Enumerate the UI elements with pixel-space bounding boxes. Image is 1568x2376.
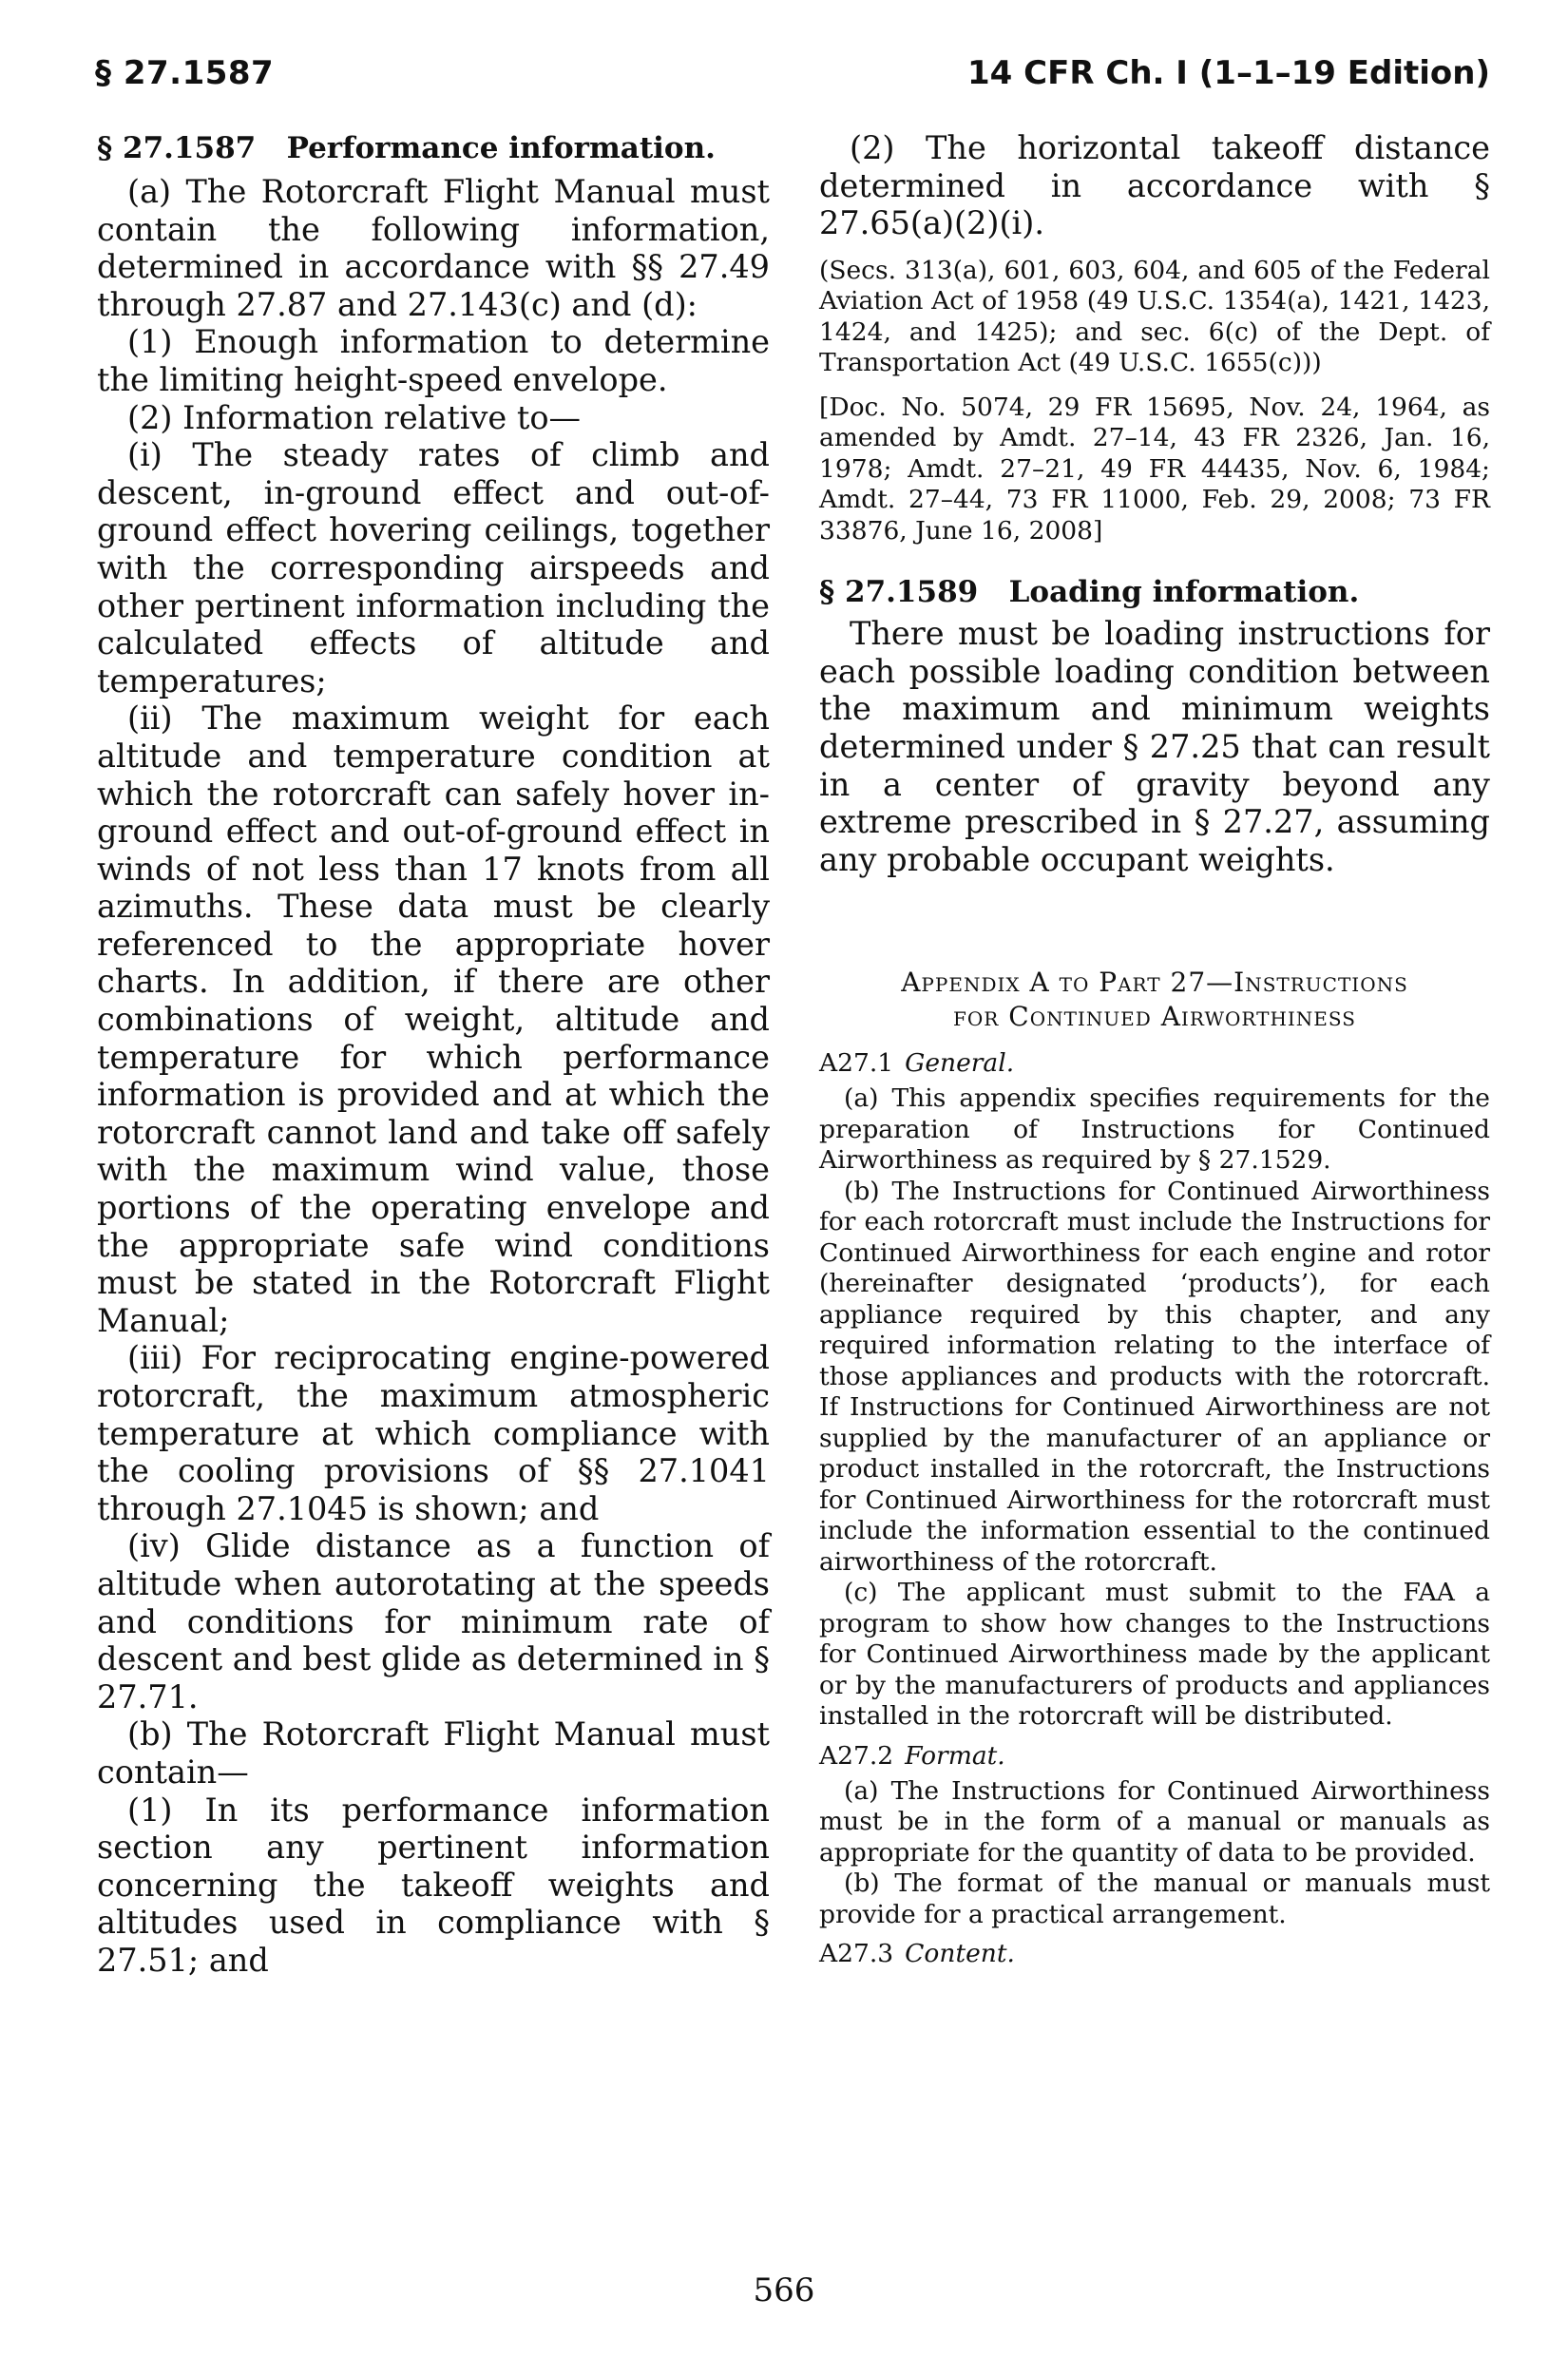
- subheading-title: Format.: [905, 1740, 1005, 1771]
- appendix-title-line-1: Appendix A to Part 27—Instructions: [901, 967, 1408, 999]
- appendix-title-line-2: for Continued Airworthiness: [953, 1001, 1356, 1033]
- paragraph-b-2: (2) The horizontal takeoff distance determined in accordance with § 27.65(a)(2)(i).: [819, 129, 1490, 242]
- a27-1-paragraph-b: (b) The Instructions for Continued Airworthiness for each rotorcraft must include the Instructions for Continued Airworthiness for each engine and rotor (hereinafter designated ‘products’), for each appliance required by this chapter, and any required information relating to the interface of those appliances and products with the rotorcraft. If Instructions for Continued Airworthiness are not supplied by the manufacturer of an appliance or product installed in the rotorcraft, the Instructions for Continued Airworthiness for the rotorcraft must include the information essential to the continued airworthiness of the rotorcraft.: [819, 1176, 1490, 1577]
- subheading-a27-2: [819, 1740, 1490, 1772]
- paragraph-a-1: (1) Enough information to determine the limiting height-speed envelope.: [97, 323, 770, 398]
- paragraph-a-2-iv: (iv) Glide distance as a function of altitude when autorotating at the speeds and conditions for minimum rate of descent and best glide as determined in § 27.71.: [97, 1527, 770, 1715]
- paragraph-b-1: (1) In its performance information section any pertinent information concerning the takeoff weights and altitudes used in compliance with § 27.51; and: [97, 1791, 770, 1979]
- paragraph-a-2-iii: (iii) For reciprocating engine-powered rotorcraft, the maximum atmospheric temperature at which compliance with the cooling provisions of §§ 27.1041 through 27.1045 is shown; and: [97, 1339, 770, 1527]
- subheading-number: A27.2: [819, 1740, 894, 1771]
- right-column: [819, 129, 1490, 1974]
- subheading-title: Content.: [905, 1939, 1015, 1969]
- paragraph-a-2-i: (i) The steady rates of climb and descent, in-ground effect and out-of-ground effect hovering ceilings, together with the corresponding airspeeds and other pertinent information including the calculated effects of altitude and temperatures;: [97, 436, 770, 699]
- paragraph-a-2: (2) Information relative to—: [127, 398, 582, 436]
- a27-2-paragraph-b: (b) The format of the manual or manuals must provide for a practical arrangement.: [819, 1868, 1490, 1929]
- paragraph-a: (a) The Rotorcraft Flight Manual must contain the following information, determined in accordance with §§ 27.49 through 27.87 and 27.143(c) and (d):: [97, 173, 770, 323]
- appendix-title: [819, 966, 1490, 1034]
- subheading-title: General.: [905, 1048, 1015, 1079]
- subheading-number: A27.1: [819, 1048, 894, 1079]
- page-header: [95, 49, 1490, 97]
- left-column: [97, 129, 770, 1980]
- running-head-section: § 27.1587: [95, 54, 275, 92]
- a27-2-paragraph-a: (a) The Instructions for Continued Airworthiness must be in the form of a manual or manuals as appropriate for the quantity of data to be provided.: [819, 1775, 1490, 1868]
- page-number: 566: [753, 2271, 815, 2309]
- loading-paragraph: There must be loading instructions for each possible loading condition between the maximum and minimum weights determined under § 27.25 that can result in a center of gravity beyond any extreme prescribed in § 27.27, assuming any probable occupant weights.: [819, 615, 1490, 878]
- subheading-a27-3: [819, 1938, 1490, 1970]
- a27-1-paragraph-a: (a) This appendix specifies requirements for the preparation of Instructions for Continued Airworthiness as required by § 27.1529.: [819, 1083, 1490, 1176]
- section-heading-27-1587: § 27.1587 Performance information.: [97, 131, 716, 165]
- subheading-number: A27.3: [819, 1939, 894, 1969]
- a27-1-paragraph-c: (c) The applicant must submit to the FAA a program to show how changes to the Instructions for Continued Airworthiness made by the applicant or by the manufacturers of products and appliances installed in the rotorcraft will be distributed.: [819, 1578, 1490, 1732]
- source-citation: [Doc. No. 5074, 29 FR 15695, Nov. 24, 1964, as amended by Amdt. 27–14, 43 FR 2326, Jan. 16, 1978; Amdt. 27–21, 49 FR 44435, Nov. 6, 1984; Amdt. 27–44, 73 FR 11000, Feb. 29, 2008; 73 FR 33876, June 16, 2008]: [819, 392, 1490, 546]
- section-heading-27-1589: § 27.1589 Loading information.: [819, 575, 1360, 610]
- authority-citation: (Secs. 313(a), 601, 603, 604, and 605 of the Federal Aviation Act of 1958 (49 U.S.C. 1354(a), 1421, 1423, 1424, and 1425); and sec. 6(c) of the Dept. of Transportation Act (49 U.S.C. 1655(c))): [819, 255, 1490, 378]
- paragraph-b: (b) The Rotorcraft Flight Manual must contain—: [97, 1715, 770, 1791]
- subheading-a27-1: [819, 1047, 1490, 1080]
- paragraph-a-2-ii: (ii) The maximum weight for each altitude and temperature condition at which the rotorcraft can safely hover in-ground effect and out-of-ground effect in winds of not less than 17 knots from all azimuths. These data must be clearly referenced to the appropriate hover charts. In addition, if there are other combinations of weight, altitude and temperature for which performance information is provided and at which the rotorcraft cannot land and take off safely with the maximum wind value, those portions of the operating envelope and the appropriate safe wind conditions must be stated in the Rotorcraft Flight Manual;: [97, 699, 770, 1339]
- running-head-edition: 14 CFR Ch. I (1–1–19 Edition): [967, 54, 1490, 92]
